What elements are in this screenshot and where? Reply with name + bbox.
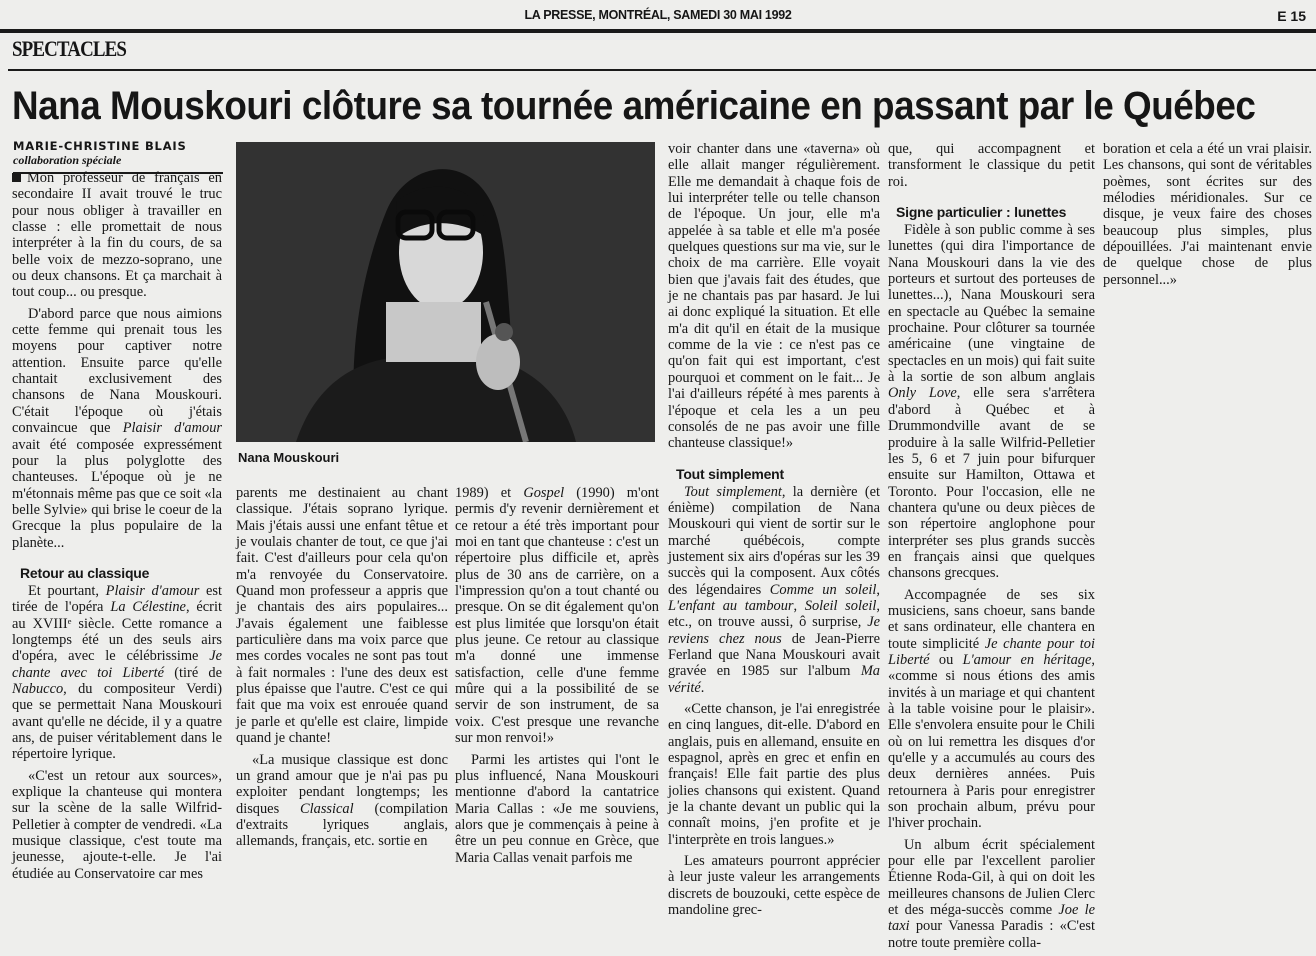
text-run: de Jean-Pierre Ferland que Nana Mouskouri avait gravée en 1985 sur l'album <box>668 630 880 680</box>
italic-title: L'amour en héritage <box>962 651 1092 668</box>
text-run: Parmi les artistes qui l'ont le plus influencé, Nana Mouskouri mentionne d'abord la cantatrice Maria Callas : «Je me souviens, alors que je commençais à peine à être un peu connue en Grèce, que Maria Callas venait parfois me <box>455 751 659 866</box>
photo-caption: Nana Mouskouri <box>238 450 340 465</box>
text-run: que, qui accompagnent et transforment le classique du petit roi. <box>888 141 1095 190</box>
text-run: , «comme si nous étions des amis invités à un mariage et qui chantent à la table voisine pour le plaisir». Elle s'envolera ensuite pour le Chili où on lui remettra les disques d'or qu'elle y a accumulés au cours des deux dernières années. Puis retournera à Paris pour enregistrer son prochain album, prévu pour l'hiver prochain. <box>888 651 1095 832</box>
paragraph <box>455 485 659 747</box>
text-run: 1989) et <box>455 485 524 501</box>
paragraph <box>888 141 1095 190</box>
article-column-3 <box>455 485 659 871</box>
italic-title: Je chante avec toi Liberté <box>12 648 222 681</box>
text-run: . <box>700 679 705 696</box>
paragraph <box>455 752 659 866</box>
italic-title: Soleil soleil <box>804 597 877 614</box>
paragraph <box>888 222 1095 582</box>
paragraph <box>12 170 222 301</box>
text-run: parents me destinaient au chant classique. J'étais soprano lyrique. Mais j'étais aussi une enfant têtue et je voulais chanter de tout, ce que j'ai fait. C'est d'ailleurs pour cela qu'on m'a renvoyée du Conservatoire. Quand mon professeur a appris que je chantais des airs populaires... J'avais également une faiblesse particulière dans ma voix parce que mes cordes vocales ne sont pas tout à fait normales : l'une des deux est plus épaisse que l'autre. C'est ce qui fait que ma voix est enrouée quand je parle et qu'elle est claire, limpide quand je chante! <box>236 485 448 747</box>
text-run: , elle sera s'arrêtera d'abord à Québec et à Drummondville avant de se produire à la salle Wilfrid-Pelletier les 5, 6 et 7 juin pour bifurquer ensuite sur Hamilton, Ottawa et Toronto. Pour l'occasion, elle ne chantera qu'une ou deux pièces de son répertoire anglophone pour interpréter ses plus grands succès en français ainsi que quelques chansons grecques. <box>888 385 1095 582</box>
text-run: Mon professeur de français en secondaire II avait trouvé le truc pour nous obliger à travailler en classe : elle promettait de nous interpréter à la fin du cours, de sa belle voix de mezzo-soprano, une ou deux chansons. Et ça marchait à tout coup... ou presque. <box>12 170 222 301</box>
text-run: Les amateurs pourront apprécier à leur juste valeur les arrangements discrets de bouzouki, cette espèce de mandoline grec- <box>668 853 880 919</box>
paragraph <box>236 485 448 747</box>
page-number: E 15 <box>1277 8 1306 24</box>
text-run: Et pourtant, <box>28 582 106 599</box>
text-run: Un album écrit spécialement pour elle par l'excellent parolier Étienne Roda-Gil, à qui on doit les meilleures chansons de Julien Clerc et des méga-succès comme <box>888 836 1095 919</box>
section-rule <box>8 69 1316 71</box>
paragraph <box>12 583 222 763</box>
italic-title: Classical <box>300 800 354 817</box>
masthead-date: LA PRESSE, MONTRÉAL, SAMEDI 30 MAI 1992 <box>524 8 792 22</box>
singer-photo-illustration <box>236 142 655 442</box>
paragraph <box>236 752 448 850</box>
text-run: ou <box>929 651 963 668</box>
article-column-5 <box>888 141 1095 956</box>
paragraph <box>12 306 222 551</box>
text-run: «C'est un retour aux sources», explique la chanteuse qui montera sur la scène de la salle Wilfrid-Pelletier à compter de vendredi. «La musique classique, c'est toute ma jeunesse, ajoute-t-elle. Je l'ai étudiée au Conservatoire car mes <box>12 767 222 882</box>
italic-title: La Célestine <box>110 599 186 616</box>
italic-title: Only Love <box>888 385 957 402</box>
text-run: (tiré de <box>164 664 222 681</box>
article-column-6 <box>1103 141 1312 293</box>
article-column-2 <box>236 485 448 855</box>
italic-title: Je chante pour toi Liberté <box>888 635 1095 668</box>
article-column-1 <box>12 170 222 887</box>
italic-title: Tout simplement <box>684 483 782 500</box>
text-run: «Cette chanson, je l'ai enregistrée en cinq langues, dit-elle. D'abord en anglais, puis en allemand, ensuite en espagnol, après en grec et enfin en français! Elle fait partie des plus jolies chansons qui existent. Quand je la chante devant un public qui la connaît moins, j'en profite et je l'interprète en trois langues.» <box>668 701 880 848</box>
italic-title: Gospel <box>523 485 565 501</box>
text-run: , <box>793 597 805 614</box>
italic-title: Comme un soleil <box>769 581 877 598</box>
headline: Nana Mouskouri clôture sa tournée américaine en passant par le Québec <box>12 84 1256 128</box>
text-run: , <box>876 581 880 598</box>
paragraph <box>1103 141 1312 288</box>
text-run: , la dernière (et énième) compilation de Nana Mouskouri qui vient de sortir sur le marché québécois, compte justement six airs d'opéras sur les 39 succès qui la composent. Aux côtés des légendaires <box>668 483 880 598</box>
italic-title: Plaisir d'amour <box>105 582 200 599</box>
text-run: , etc., on trouve aussi, ô surprise, <box>668 597 880 631</box>
paragraph <box>888 587 1095 832</box>
byline <box>13 139 223 174</box>
lead-bullet-icon <box>12 173 21 182</box>
subheading: Signe particulier : lunettes <box>896 204 1067 221</box>
text-run: voir chanter dans une «taverna» où elle allait manger régulièrement. Elle me demandait à chaque fois de lui interpréter telle ou telle chanson de l'époque. Un jour, elle m'a appelée à sa table et elle m'a posée quelques questions sur ma vie, sur le choix de ma carrière. Elle voyait bien que j'avais fait des études, que je ne chantais pas par hasard. Je lui ai donc expliqué la situation. Et elle m'a dit qu'il en était de la musique comme de la vie : ce n'est pas ce qu'on fait qui est important, c'est pourquoi et comment on le fait... Je l'ai d'ailleurs répété à mes parents à l'époque et cela les a un peu consolés de ne pas avoir une fille chanteuse classique!» <box>668 141 880 452</box>
article-column-4 <box>668 141 880 923</box>
text-run: Accompagnée de ses six musiciens, sans choeur, sans bande et sans ordinateur, elle chantera en toute simplicité <box>888 586 1095 652</box>
text-run: (1990) m'ont permis d'y revenir dernièrement et ce retour a été très important pour moi en tant que chanteuse : c'est un répertoire plus difficile et, après plus de 30 ans de carrière, on a l'impression qu'on a tout chanté ou presque. On se dit également qu'on est plus limitée que lorsqu'on était plus jeune. Ce retour au classique m'a donné une immense satisfaction, celle d'une femme mûre qui a la possibilité de se servir de son instrument, de sa voix. C'est presque une revanche sur mon renvoi!» <box>455 485 659 747</box>
text-run: , du compositeur Verdi) que se permettait Nana Mouskouri avant qu'elle ne décide, il y a quatre ans, de puiser véritablement dans le répertoire lyrique. <box>12 680 222 763</box>
text-run: (compilation d'extraits lyriques anglais, allemands, français, etc. sortie en <box>236 800 448 850</box>
italic-title: Plaisir d'amour <box>122 420 222 437</box>
text-run: avait été composée expressément pour la plus polyglotte des chanteuses. L'époque où je ne m'étonnais même pas que ce soit «la belle Sylvie» qui brise le coeur de la Grecque la plus populaire de la planète... <box>12 436 222 551</box>
paragraph <box>668 141 880 452</box>
photo-nana-mouskouri <box>236 142 655 442</box>
italic-title: Je reviens chez nous <box>668 614 880 647</box>
text-run: boration et cela a été un vrai plaisir. Les chansons, qui sont de véritables poèmes, sont écrites sur des mélodies méridionales. Sur ce disque, je veux faire des choses beaucoup plus simples, plus dépouillées. J'ai maintenant envie de quelque chose de plus personnel...» <box>1103 141 1312 288</box>
byline-role: collaboration spéciale <box>13 153 122 167</box>
italic-title: L'enfant au tambour <box>668 597 794 614</box>
subheading: Tout simplement <box>676 465 784 482</box>
paragraph <box>668 853 880 918</box>
text-run: est tirée de l'opéra <box>12 582 222 616</box>
italic-title: Ma vérité <box>668 663 880 696</box>
text-run: «La musique classique est donc un grand amour que je n'ai pas pu exploiter pendant longtemps; les disques <box>236 751 448 817</box>
paragraph <box>888 837 1095 951</box>
paragraph <box>12 768 222 882</box>
text-run: Fidèle à son public comme à ses lunettes (qui dira l'importance de Nana Mouskouri dans la vie des porteurs et surtout des porteuses de lunettes...), Nana Mouskouri sera en spectacle au Québec la semaine prochaine. Pour clôturer sa tournée américaine (une vingtaine de spectacles en un mois) qui fait suite à la sortie de son album anglais <box>888 222 1095 386</box>
italic-title: Nabucco <box>12 680 64 697</box>
byline-author: MARIE-CHRISTINE BLAIS <box>13 139 187 153</box>
paragraph <box>668 484 880 696</box>
text-run: pour Vanessa Paradis : «C'est notre toute première colla- <box>888 918 1095 951</box>
paragraph <box>668 701 880 848</box>
text-run: D'abord parce que nous aimions cette femme qui prenait tous les moyens pour captiver notre attention. Ensuite parce qu'elle chantait exclusivement des chansons de Nana Mouskouri. C'était l'époque où j'étais convaincue que <box>12 305 222 437</box>
subheading: Retour au classique <box>20 564 150 581</box>
top-rule <box>0 29 1316 33</box>
text-run: , écrit au XVIIIᵉ siècle. Cette romance a longtemps été un des seuls airs d'opéra, avec le célébrissime <box>12 599 222 665</box>
italic-title: Joe le taxi <box>888 902 1095 935</box>
section-title: SPECTACLES <box>12 36 127 61</box>
